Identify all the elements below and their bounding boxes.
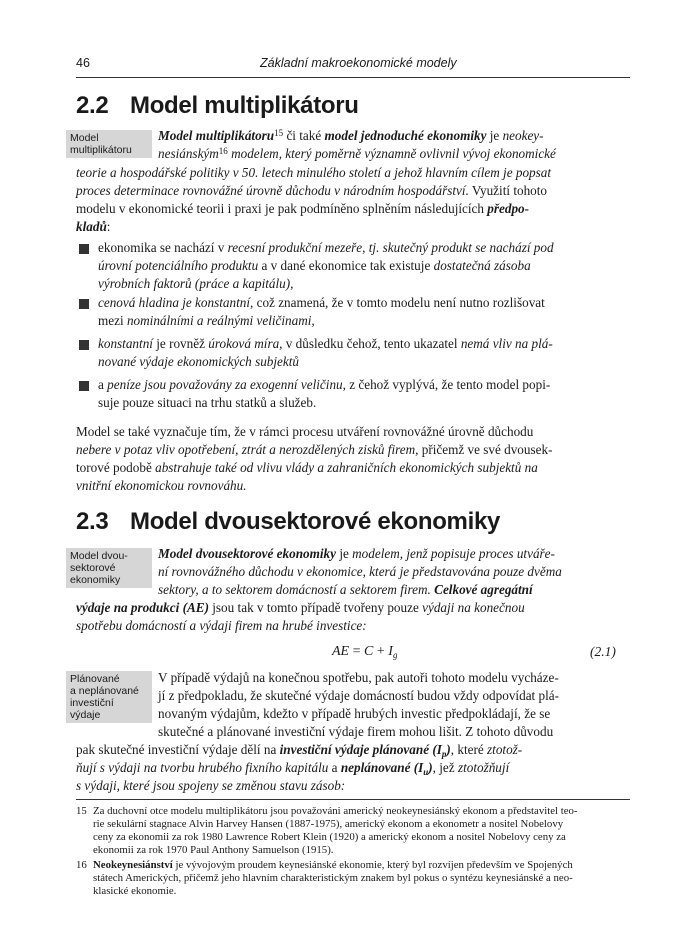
bullet-marker bbox=[79, 244, 89, 254]
bullet-marker bbox=[79, 340, 89, 350]
paragraph-line: Model multiplikátoru$^{15}$ či také model jednoduché ekonomiky je neokey- bbox=[158, 128, 544, 143]
footnote-line: rie sekulární stagnace Alvin Harvey Hansen (1887-1975), americký ekonom a ekonometr a nositel Nobelovy bbox=[93, 818, 564, 830]
paragraph-line: ňují s výdaji na tvorbu hrubého fixního kapitálu a neplánované $(I_u)$, jež ztotožňují bbox=[76, 760, 510, 777]
margin-note-line: ekonomiky bbox=[70, 574, 121, 586]
paragraph-line: vnitřní ekonomickou rovnováhu. bbox=[76, 478, 247, 493]
paragraph-line: sektory, a to sektorem domácností a sektorem firem. Celkové agregátní bbox=[158, 582, 533, 597]
margin-note-multiplier bbox=[66, 130, 152, 158]
margin-note-line: Plánované bbox=[70, 673, 120, 685]
footnote-line: Za duchovní otce modelu multiplikátoru jsou považováni americký neokeynesiánský ekonom a představitel teo- bbox=[93, 805, 578, 817]
footnote-line: klasické ekonomie. bbox=[93, 885, 177, 897]
footnote-line: Neokeynesiánství je vývojovým proudem keynesiánské ekonomie, který byl rozvíjen především ve Spojených bbox=[93, 859, 573, 871]
paragraph-line: kladů: bbox=[76, 219, 111, 234]
section-title: Model multiplikátoru bbox=[130, 92, 359, 119]
paragraph-line: proces determinace rovnovážné úrovně důchodu v národním hospodářství. Využití tohoto bbox=[76, 183, 548, 198]
paragraph-line: s výdaji, které jsou spojeny se změnou stavu zásob: bbox=[76, 778, 346, 793]
margin-note-two-sector bbox=[66, 548, 152, 588]
paragraph-line: Model se také vyznačuje tím, že v rámci procesu utváření rovnovážné úrovně důchodu bbox=[76, 424, 534, 439]
bullet-line: a peníze jsou považovány za exogenní veličinu, z čehož vyplývá, že tento model popi- bbox=[98, 377, 551, 392]
equation-2-1: AE = $C + I_g$ bbox=[332, 644, 398, 660]
bullet-line: ekonomika se nachází v recesní produkční mezeře, tj. skutečný produkt se nachází pod bbox=[98, 240, 554, 255]
paragraph-line: Model dvousektorové ekonomiky je modelem, jenž popisuje proces utváře- bbox=[158, 546, 555, 561]
running-title: Základní makroekonomické modely bbox=[260, 56, 457, 70]
bullet-line: nované výdaje ekonomických subjektů bbox=[98, 354, 300, 369]
paragraph-line: skutečné a plánované investiční výdaje firem mohou lišit. Z tohoto důvodu bbox=[158, 724, 554, 739]
bullet-line: suje pouze situaci na trhu statků a služeb. bbox=[98, 395, 317, 410]
page-number: 46 bbox=[76, 56, 90, 70]
paragraph-line: ní rovnovážného důchodu v ekonomice, která je představována pouze dvěma bbox=[158, 564, 562, 579]
bullet-line: cenová hladina je konstantní, což znamená, že v tomto modelu není nutno rozlišovat bbox=[98, 295, 545, 310]
paragraph-line: pak skutečné investiční výdaje dělí na investiční výdaje plánované $(I_p)$, které ztotož- bbox=[76, 742, 523, 759]
section-number: 2.2 bbox=[76, 92, 109, 119]
bullet-line: výrobních faktorů (práce a kapitálu), bbox=[98, 276, 294, 291]
bullet-line: konstantní je rovněž úroková míra, v důsledku čehož, tento ukazatel nemá vliv na plá- bbox=[98, 336, 553, 351]
footnote-number: 15 bbox=[76, 805, 87, 817]
section-title: Model dvousektorové ekonomiky bbox=[130, 508, 501, 535]
margin-note-line: a neplánované bbox=[70, 685, 139, 697]
margin-note-line: výdaje bbox=[70, 709, 101, 721]
margin-note-line: Model dvou- bbox=[70, 550, 128, 562]
footnote-line: ekonomii za rok 1970 Paul Anthony Samuelson (1915). bbox=[93, 844, 334, 856]
equation-number: (2.1) bbox=[590, 644, 616, 659]
paragraph-line: nebere v potaz vliv opotřebení, ztrát a nerozdělených zisků firem, přičemž ve své dvousek- bbox=[76, 442, 553, 457]
bullet-marker bbox=[79, 299, 89, 309]
margin-note-line: investiční bbox=[70, 697, 114, 709]
bullet-line: úrovní potenciálního produktu a v dané ekonomice tak existuje dostatečná zásoba bbox=[98, 258, 531, 273]
paragraph-line: nesiánským$^{16}$ modelem, který poměrně významně ovlivnil vývoj ekonomické bbox=[158, 146, 556, 161]
footnote-rule bbox=[76, 799, 630, 800]
paragraph-line: modelu v ekonomické teorii i praxi je pak podmíněno splněním následujících předpo- bbox=[76, 201, 530, 216]
paragraph-line: torové podobě abstrahuje také od vlivu vlády a zahraničních ekonomických subjektů na bbox=[76, 460, 538, 475]
section-heading-2-3 bbox=[76, 508, 500, 536]
bullet-marker bbox=[79, 381, 89, 391]
paragraph-line: teorie a hospodářské politiky v 50. letech minulého století a jehož hlavním cílem je popsat bbox=[76, 165, 552, 180]
footnote-line: státech Amerických, přičemž jeho hlavním charakteristickým znakem byl pokus o syntézu keynesiánské a neo- bbox=[93, 872, 573, 884]
section-heading-2-2 bbox=[76, 92, 359, 120]
paragraph-line: spotřebu domácností a výdaji firem na hrubé investice: bbox=[76, 618, 367, 633]
margin-note-line: multiplikátoru bbox=[70, 144, 132, 156]
margin-note-investment bbox=[66, 671, 152, 723]
margin-note-line: Model bbox=[70, 132, 99, 144]
footnote-line: ceny za ekonomii za rok 1980 Lawrence Robert Klein (1920) a americký ekonom a nositel Nobelovy ceny za bbox=[93, 831, 566, 843]
paragraph-line: novaným výdajům, kdežto v případě hrubých investic předpokládají, že se bbox=[158, 706, 551, 721]
footnote-number: 16 bbox=[76, 859, 87, 871]
section-number: 2.3 bbox=[76, 508, 109, 535]
header-rule bbox=[76, 77, 630, 78]
paragraph-line: jí z předpokladu, že skutečné výdaje domácností budou vždy odpovídat plá- bbox=[158, 688, 560, 703]
paragraph-line: V případě výdajů na konečnou spotřebu, pak autoři tohoto modelu vycháze- bbox=[158, 670, 559, 685]
margin-note-line: sektorové bbox=[70, 562, 116, 574]
bullet-line: mezi nominálními a reálnými veličinami, bbox=[98, 313, 315, 328]
paragraph-line: výdaje na produkci (AE) jsou tak v tomto případě tvořeny pouze výdaji na konečnou bbox=[76, 600, 525, 615]
